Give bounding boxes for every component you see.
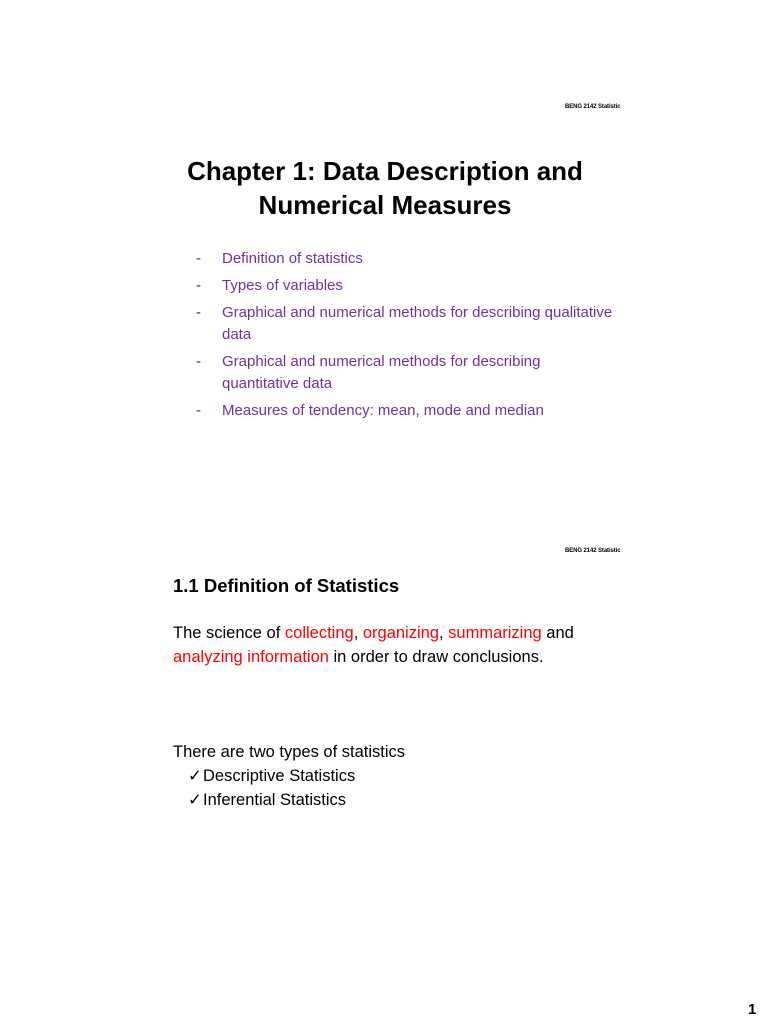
list-dash: - (196, 353, 201, 370)
topic-item (196, 275, 616, 297)
definition-text: , (439, 624, 449, 642)
checkmark-icon: ✓ (188, 791, 202, 809)
topic-item (196, 248, 616, 270)
page-number: 1 (748, 1001, 757, 1018)
slide-header-course-code: BENG 2142 Statistic (565, 104, 621, 110)
topic-text: Types of variables (222, 277, 343, 294)
list-dash: - (196, 304, 201, 321)
types-list (188, 764, 355, 812)
topic-item (196, 302, 616, 346)
list-dash: - (196, 277, 201, 294)
topic-text: Definition of statistics (222, 250, 363, 267)
highlight-term: analyzing information (173, 648, 329, 666)
definition-text: in order to draw conclusions. (328, 648, 544, 666)
definition-text: The science of (173, 624, 285, 642)
highlight-term: organizing (362, 624, 439, 642)
definition-paragraph (173, 621, 603, 669)
chapter-title (150, 154, 620, 222)
topic-text: Graphical and numerical methods for describing qualitative data (222, 304, 613, 343)
definition-text: , (353, 624, 363, 642)
list-dash: - (196, 402, 201, 419)
slide-header-course-code: BENG 2142 Statistic (565, 548, 621, 554)
topic-list (196, 248, 616, 427)
types-intro: There are two types of statistics (173, 743, 406, 761)
chapter-title-line-1: Chapter 1: Data Description and (187, 156, 583, 186)
highlight-term: summarizing (448, 624, 542, 642)
type-label: Inferential Statistics (203, 791, 347, 809)
list-item (188, 764, 355, 788)
topic-item (196, 351, 616, 395)
highlight-term: collecting (284, 624, 354, 642)
list-item (188, 788, 355, 812)
topic-item (196, 400, 616, 422)
topic-text: Measures of tendency: mean, mode and median (222, 402, 544, 419)
topic-text: Graphical and numerical methods for describing quantitative data (222, 353, 541, 392)
definition-text: and (541, 624, 574, 642)
chapter-title-line-2: Numerical Measures (258, 190, 512, 220)
type-label: Descriptive Statistics (203, 767, 356, 785)
section-heading: 1.1 Definition of Statistics (173, 575, 400, 596)
checkmark-icon: ✓ (188, 767, 202, 785)
list-dash: - (196, 250, 201, 267)
